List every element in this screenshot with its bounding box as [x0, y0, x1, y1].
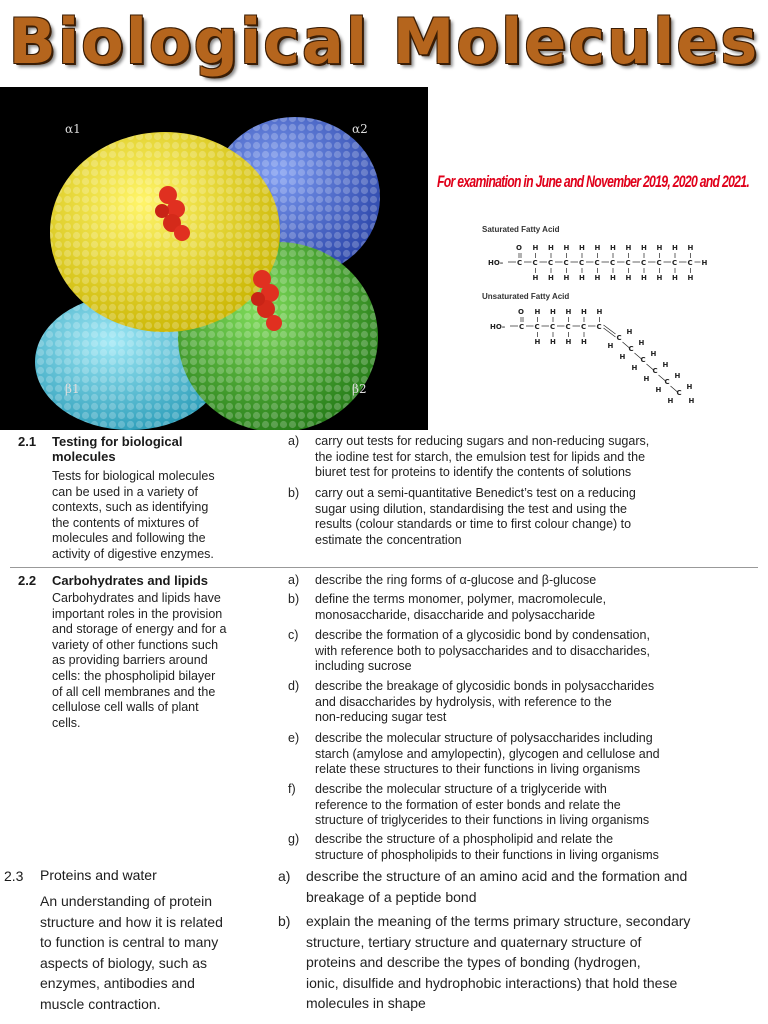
objective-line: sugar using dilution, standardising the test and using the [315, 501, 628, 516]
svg-text:C: C [640, 356, 646, 364]
description-line: Tests for biological molecules [52, 469, 215, 483]
description-line: cells. [52, 715, 81, 730]
svg-text:C: C [565, 323, 571, 331]
objective-line: structure of triglycerides to their functions in living organisms [315, 813, 650, 828]
svg-text:C: C [519, 323, 525, 331]
svg-text:C: C [594, 259, 600, 267]
objective-text [315, 573, 760, 589]
section-2-3 [0, 866, 768, 1024]
hemoglobin-illustration [0, 87, 428, 430]
objective-line: explain the meaning of the terms primary structure, secondary [306, 913, 691, 929]
svg-text:H: H [650, 350, 657, 358]
description-line: cells: the phospholipid bilayer [52, 668, 216, 683]
description-line: molecules and following the [52, 531, 206, 546]
objective-text [315, 628, 760, 675]
section-2-2 [0, 571, 768, 866]
description-line: variety of other functions such [52, 637, 219, 652]
svg-text:H: H [596, 308, 603, 316]
section-title-line: Testing for biological [52, 434, 183, 449]
objective-line: molecules in shape [306, 995, 426, 1011]
section-description [52, 469, 215, 563]
section-title-line: molecules [52, 449, 116, 464]
objective-line: and disaccharides by hydrolysis, with reference to the [315, 694, 612, 709]
objective-line: relate these structures to their functions in living organisms [315, 762, 641, 777]
svg-text:H: H [631, 364, 638, 372]
section-number: 2.3 [4, 868, 24, 884]
objective-line: describe the molecular structure of polysaccharides including [315, 731, 653, 745]
svg-text:C: C [625, 259, 631, 267]
svg-text:H: H [641, 244, 647, 252]
svg-text:H: H [641, 274, 647, 282]
svg-text:H: H [667, 397, 674, 405]
svg-text:H: H [672, 274, 678, 282]
description-line: cellulose cell walls of plant [52, 700, 199, 715]
svg-text:H: H [662, 361, 669, 369]
sat-ho-label: HO– [488, 259, 504, 267]
svg-text:C: C [664, 378, 670, 386]
svg-text:O: O [518, 308, 524, 316]
description-line: muscle contraction. [40, 995, 161, 1012]
svg-text:H: H [581, 308, 587, 316]
section-title [52, 434, 182, 464]
objective-line: starch (amylose and amylopectin), glycogen and cellulose and [315, 746, 660, 761]
objective-line: including sucrose [315, 659, 412, 674]
svg-text:H: H [579, 244, 585, 252]
svg-text:H: H [594, 244, 601, 252]
section-number: 2.1 [18, 434, 37, 449]
objective-line: describe the molecular structure of a triglyceride with [315, 782, 607, 796]
objective-letter: d) [288, 679, 300, 693]
svg-text:H: H [688, 397, 695, 405]
beta2-label: β2 [352, 382, 367, 396]
saturated-chain [508, 244, 708, 282]
svg-text:H: H [625, 244, 632, 252]
description-line: as providing barriers around [52, 653, 208, 668]
objective-letter: b) [278, 913, 291, 929]
svg-text:H: H [579, 274, 585, 282]
description-line: of all cell membranes and the [52, 684, 216, 699]
description-line: enzymes, antibodies and [40, 975, 195, 991]
objective-letter: b) [288, 486, 300, 500]
unsaturated-fatty-acid-title: Unsaturated Fatty Acid [482, 292, 570, 301]
objective-text [315, 679, 760, 726]
svg-text:H: H [594, 274, 601, 282]
description-line: aspects of biology, such as [40, 954, 208, 971]
svg-text:H: H [686, 383, 693, 391]
svg-text:H: H [626, 328, 633, 336]
svg-text:C: C [534, 323, 540, 331]
objective-text [315, 782, 760, 829]
objective-line: structure, tertiary structure and quaternary structure of [306, 933, 642, 950]
description-line: activity of digestive enzymes. [52, 546, 214, 561]
fatty-acid-structures [478, 222, 746, 412]
svg-text:C: C [532, 259, 538, 267]
svg-text:C: C [581, 323, 587, 331]
objective-line: with reference both to polysaccharides and to disaccharides, [315, 643, 650, 658]
beta1-label: β1 [65, 382, 80, 396]
description-line: An understanding of protein [40, 893, 213, 909]
svg-text:H: H [550, 308, 556, 316]
svg-text:O: O [516, 244, 522, 252]
objective-line: define the terms monomer, polymer, macromolecule, [315, 592, 607, 606]
objective-line: ionic, disulfide and hydrophobic interactions) that hold these [306, 974, 678, 991]
unsat-ho-label: HO– [490, 323, 506, 331]
svg-text:H: H [674, 372, 681, 380]
objective-line: structure of phospholipids to their functions in living organisms [315, 847, 659, 862]
svg-text:H: H [565, 308, 572, 316]
description-line: structure and how it is related [40, 913, 223, 930]
svg-text:H: H [548, 244, 554, 252]
svg-text:C: C [641, 259, 647, 267]
svg-text:C: C [652, 367, 658, 375]
objective-line: estimate the concentration [315, 532, 462, 547]
objective-text [306, 866, 764, 907]
objective-line: describe the ring forms of α-glucose and β-glucose [315, 573, 597, 587]
svg-text:C: C [628, 345, 634, 353]
svg-text:H: H [534, 338, 541, 346]
svg-text:H: H [701, 259, 708, 267]
exam-note: For examination in June and November 2019, 2020 and 2021. [437, 172, 750, 191]
saturated-fatty-acid-title: Saturated Fatty Acid [482, 225, 560, 234]
svg-text:H: H [656, 244, 663, 252]
objective-line: monosaccharide, disaccharide and polysaccharide [315, 607, 596, 622]
description-line: and storage of energy and for a [52, 622, 227, 637]
objective-text [315, 434, 760, 481]
objective-text [315, 592, 760, 623]
objective-line: describe the breakage of glycosidic bonds in polysaccharides [315, 679, 655, 693]
objective-letter: a) [288, 573, 300, 587]
svg-text:H: H [687, 244, 694, 252]
svg-text:C: C [672, 259, 678, 267]
objective-text [315, 832, 760, 863]
svg-text:C: C [656, 259, 662, 267]
objective-letter: f) [288, 782, 296, 796]
alpha2-label: α2 [352, 122, 368, 136]
objective-line: proteins and describe the types of bonding (hydrogen, [306, 954, 641, 970]
section-description [52, 591, 226, 731]
svg-text:H: H [548, 274, 554, 282]
svg-text:C: C [596, 323, 602, 331]
objective-letter: c) [288, 628, 299, 642]
objective-2-1-a [288, 434, 758, 484]
svg-text:H: H [672, 244, 678, 252]
page-title: Biological Molecules [8, 5, 760, 78]
svg-text:H: H [655, 386, 662, 394]
svg-text:H: H [565, 338, 572, 346]
objective-line: reference to the formation of ester bonds and relate the [315, 797, 621, 812]
objective-line: non-reducing sugar test [315, 710, 447, 725]
objective-2-1-b [288, 486, 758, 551]
unsaturated-chain [510, 308, 695, 405]
objective-line: carry out tests for reducing sugars and non-reducing sugars, [315, 434, 650, 448]
objective-letter: a) [288, 434, 300, 448]
section-title: Carbohydrates and lipids [52, 573, 209, 588]
section-divider [10, 567, 758, 568]
svg-text:C: C [517, 259, 523, 267]
svg-text:C: C [550, 323, 556, 331]
svg-text:H: H [610, 274, 616, 282]
objective-line: describe the formation of a glycosidic bond by condensation, [315, 628, 650, 642]
hemoglobin-figure [0, 87, 428, 430]
objective-line: the iodine test for starch, the emulsion test for lipids and the [315, 449, 646, 464]
svg-text:H: H [534, 308, 541, 316]
svg-text:C: C [548, 259, 554, 267]
svg-text:H: H [563, 274, 570, 282]
description-line: the contents of mixtures of [52, 515, 199, 530]
fatty-acid-diagram [478, 222, 746, 412]
svg-text:H: H [563, 244, 570, 252]
section-description [40, 891, 223, 1014]
svg-text:H: H [625, 274, 632, 282]
svg-text:H: H [607, 342, 614, 350]
alpha1-label: α1 [65, 122, 81, 136]
objective-line: carry out a semi-quantitative Benedict’s test on a reducing [315, 486, 636, 500]
svg-text:H: H [656, 274, 663, 282]
description-line: contexts, such as identifying [52, 500, 209, 515]
section-number: 2.2 [18, 573, 37, 588]
objective-line: describe the structure of an amino acid and the formation and [306, 868, 688, 884]
objective-letter: e) [288, 731, 300, 745]
svg-text:H: H [610, 244, 616, 252]
objective-letter: a) [278, 868, 291, 884]
svg-text:C: C [610, 259, 616, 267]
objective-line: results (colour standards or time to first colour change) to [315, 517, 632, 532]
description-line: can be used in a variety of [52, 484, 198, 499]
svg-text:H: H [643, 375, 650, 383]
svg-text:H: H [581, 338, 587, 346]
svg-text:H: H [638, 339, 645, 347]
svg-text:C: C [579, 259, 585, 267]
svg-text:C: C [563, 259, 569, 267]
objective-text [315, 486, 760, 548]
svg-text:H: H [550, 338, 556, 346]
svg-text:C: C [676, 389, 682, 397]
description-line: to function is central to many [40, 934, 219, 950]
svg-text:H: H [619, 353, 626, 361]
objective-line: biuret test for proteins to identify the contents of solutions [315, 465, 632, 480]
objective-letter: b) [288, 592, 300, 606]
objective-text [315, 731, 760, 778]
svg-text:H: H [687, 274, 694, 282]
objective-text [306, 911, 764, 1014]
objective-line: breakage of a peptide bond [306, 888, 477, 905]
description-line: Carbohydrates and lipids have [52, 591, 221, 605]
objective-line: describe the structure of a phospholipid and relate the [315, 832, 614, 846]
description-line: important roles in the provision [52, 606, 223, 621]
svg-text:C: C [616, 334, 622, 342]
section-title: Proteins and water [40, 867, 157, 883]
svg-text:H: H [532, 274, 539, 282]
section-2-1 [0, 430, 768, 570]
svg-text:H: H [532, 244, 539, 252]
svg-text:C: C [687, 259, 693, 267]
objective-letter: g) [288, 832, 300, 846]
